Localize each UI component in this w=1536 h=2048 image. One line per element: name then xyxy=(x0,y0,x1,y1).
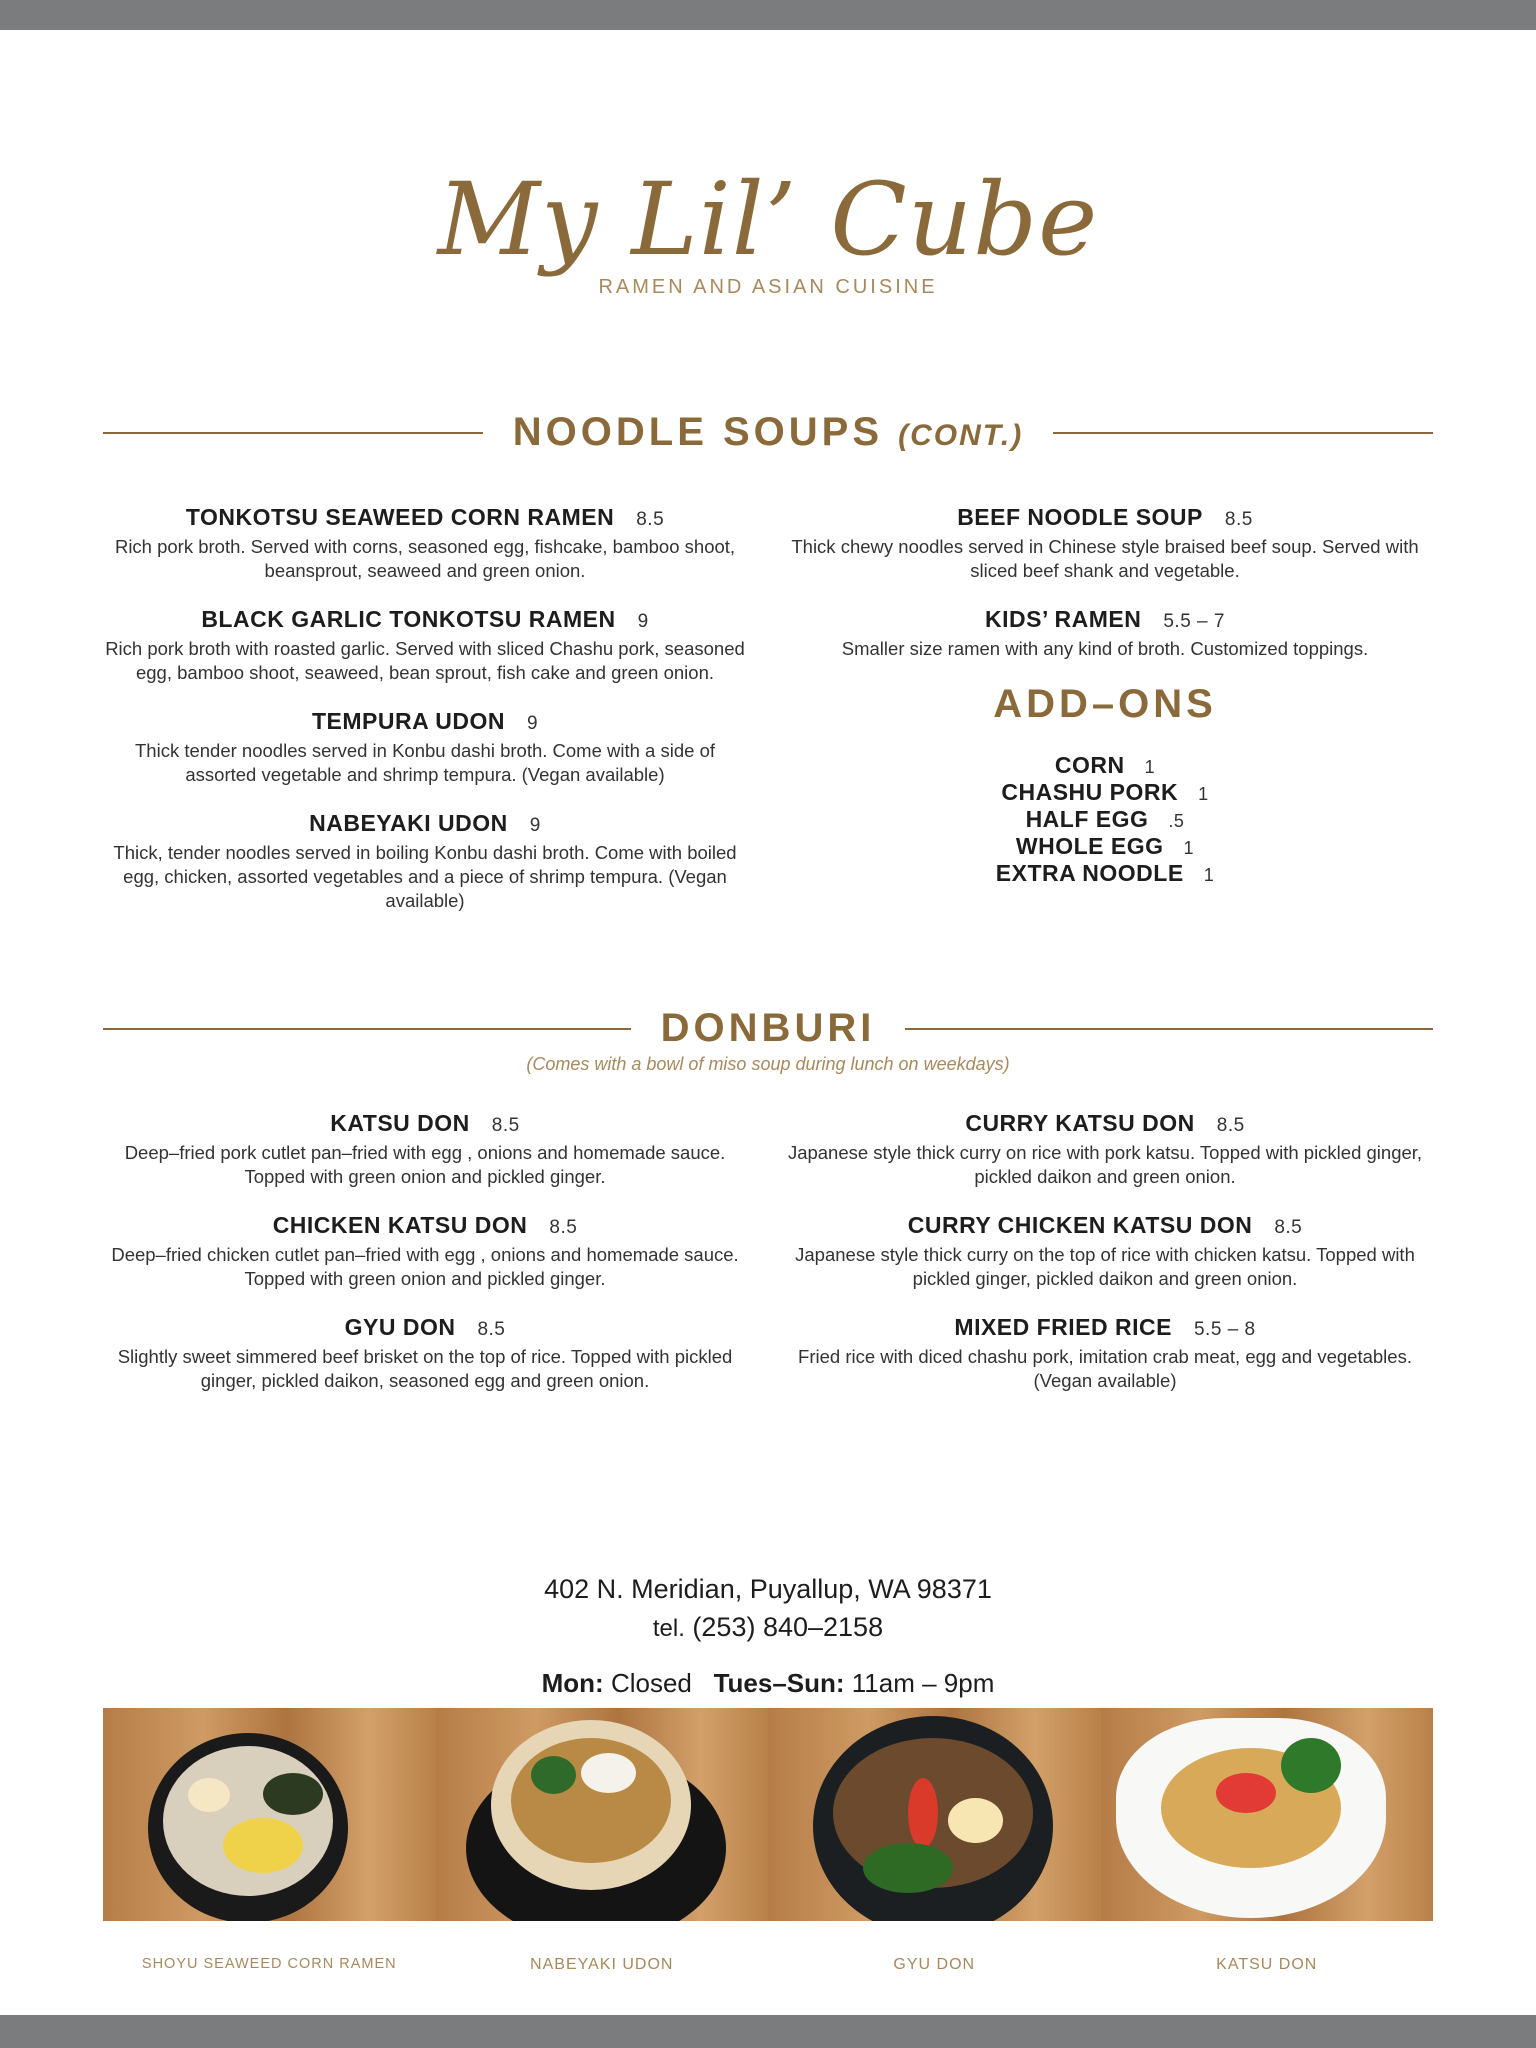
food-photo-strip xyxy=(103,1708,1433,1921)
divider xyxy=(1053,432,1433,434)
donburi-heading xyxy=(103,1006,1433,1051)
menu-item xyxy=(100,502,750,583)
donburi-left-column xyxy=(100,1108,750,1414)
menu-item-description: Rich pork broth with roasted garlic. Served with sliced Chashu pork, seasoned egg, bamboo shoot, seaweed, bean sprout, fish cake and green onion. xyxy=(105,638,745,683)
restaurant-info xyxy=(0,1570,1536,1699)
divider xyxy=(103,1028,631,1030)
menu-item-price: 8.5 xyxy=(1224,509,1253,530)
photo-nabeyaki-udon xyxy=(436,1708,769,1921)
addon-name: CHASHU PORK xyxy=(1001,779,1179,805)
menu-item-price: 8.5 xyxy=(636,509,665,530)
menu-item-description: Slightly sweet simmered beef brisket on the top of rice. Topped with pickled ginger, pickled daikon, seasoned egg and green onion. xyxy=(117,1346,733,1391)
monday-label: Mon: xyxy=(541,1668,604,1698)
menu-item-title: TEMPURA UDON xyxy=(311,708,505,734)
menu-item-description: Deep–fried pork cutlet pan–fried with egg , onions and homemade sauce. Topped with green onion and pickled ginger. xyxy=(124,1142,726,1187)
menu-item-name xyxy=(100,1108,750,1141)
divider xyxy=(905,1028,1433,1030)
menu-item-description: Thick, tender noodles served in boiling Konbu dashi broth. Come with boiled egg, chicken, assorted vegetables and a piece of shrimp tempura. (Vegan available) xyxy=(113,842,737,911)
menu-item xyxy=(780,604,1430,661)
menu-item-description: Rich pork broth. Served with corns, seasoned egg, fishcake, bamboo shoot, beansprout, seaweed and green onion. xyxy=(114,536,736,581)
addon-name: EXTRA NOODLE xyxy=(995,860,1184,886)
menu-item-description: Thick chewy noodles served in Chinese style braised beef soup. Served with sliced beef shank and vegetable. xyxy=(791,536,1419,581)
menu-item-name xyxy=(780,502,1430,535)
menu-item-description: Japanese style thick curry on rice with pork katsu. Topped with pickled ginger, pickled daikon and green onion. xyxy=(787,1142,1423,1187)
addon-price: 1 xyxy=(1198,784,1209,804)
restaurant-tagline: RAMEN AND ASIAN CUISINE xyxy=(598,276,938,298)
menu-item-name xyxy=(100,1210,750,1243)
menu-item xyxy=(100,1312,750,1393)
menu-item xyxy=(100,808,750,913)
menu-item-description: Fried rice with diced chashu pork, imitation crab meat, egg and vegetables. (Vegan available) xyxy=(798,1346,1412,1391)
brand-header xyxy=(0,161,1536,299)
menu-item-price: 8.5 xyxy=(1274,1217,1303,1238)
addon-item xyxy=(780,753,1430,780)
menu-item-name xyxy=(780,1312,1430,1345)
noodle-soups-title: NOODLE SOUPS xyxy=(512,410,884,454)
phone xyxy=(0,1608,1536,1648)
caption-gyu-don: GYU DON xyxy=(893,1956,976,1973)
addon-name: WHOLE EGG xyxy=(1015,833,1164,859)
addon-price: .5 xyxy=(1168,811,1185,831)
section-title xyxy=(483,410,1053,455)
addon-name: CORN xyxy=(1054,752,1125,778)
menu-item-title: KATSU DON xyxy=(330,1110,470,1136)
menu-item-description: Japanese style thick curry on the top of rice with chicken katsu. Topped with pickled ginger, pickled daikon and green onion. xyxy=(795,1244,1415,1289)
caption-shoyu-ramen: SHOYU SEAWEED CORN RAMEN xyxy=(141,1956,397,1972)
noodle-soups-right-column xyxy=(780,502,1430,888)
donburi-note: (Comes with a bowl of miso soup during lunch on weekdays) xyxy=(526,1054,1010,1074)
donburi-title: DONBURI xyxy=(660,1006,876,1050)
noodle-soups-heading xyxy=(103,410,1433,455)
caption-nabeyaki-udon: NABEYAKI UDON xyxy=(530,1956,674,1973)
menu-item-price: 8.5 xyxy=(1216,1115,1245,1136)
noodle-soups-right-items xyxy=(780,502,1430,661)
menu-item xyxy=(100,1108,750,1189)
addons-list xyxy=(780,753,1430,888)
menu-item-name xyxy=(100,1312,750,1345)
addon-name: HALF EGG xyxy=(1025,806,1149,832)
menu-page xyxy=(0,30,1536,2015)
menu-item-price: 8.5 xyxy=(491,1115,520,1136)
menu-item-description: Deep–fried chicken cutlet pan–fried with egg , onions and homemade sauce. Topped with green onion and pickled ginger. xyxy=(111,1244,739,1289)
addon-item xyxy=(780,861,1430,888)
menu-item xyxy=(100,604,750,685)
addons-title: ADD–ONS xyxy=(993,682,1217,726)
menu-item-title: TONKOTSU SEAWEED CORN RAMEN xyxy=(185,504,615,530)
menu-item-price: 5.5 – 8 xyxy=(1193,1319,1256,1340)
addon-item xyxy=(780,834,1430,861)
menu-item-name xyxy=(780,604,1430,637)
tues-sun-label: Tues–Sun: xyxy=(713,1668,845,1698)
menu-item xyxy=(100,1210,750,1291)
menu-item-name xyxy=(100,502,750,535)
menu-item-title: BLACK GARLIC TONKOTSU RAMEN xyxy=(201,606,616,632)
noodle-soups-suffix: (CONT.) xyxy=(898,419,1024,452)
menu-item xyxy=(780,502,1430,583)
divider xyxy=(103,432,483,434)
menu-item xyxy=(780,1312,1430,1393)
donburi-right-column xyxy=(780,1108,1430,1414)
menu-item-title: NABEYAKI UDON xyxy=(309,810,508,836)
menu-item-price: 9 xyxy=(529,815,541,836)
addon-item xyxy=(780,807,1430,834)
menu-item-title: CURRY KATSU DON xyxy=(965,1110,1195,1136)
menu-item-title: CURRY CHICKEN KATSU DON xyxy=(907,1212,1253,1238)
phone-number: (253) 840–2158 xyxy=(692,1612,884,1642)
menu-item-name xyxy=(100,604,750,637)
menu-item xyxy=(100,706,750,787)
restaurant-logo: My Lil’ Cube xyxy=(437,161,1099,278)
menu-item-title: CHICKEN KATSU DON xyxy=(272,1212,528,1238)
menu-item-price: 5.5 – 7 xyxy=(1163,611,1225,632)
menu-item xyxy=(780,1210,1430,1291)
menu-item-name xyxy=(100,808,750,841)
addon-price: 1 xyxy=(1183,838,1195,858)
menu-item-title: BEEF NOODLE SOUP xyxy=(957,504,1203,530)
menu-item-price: 8.5 xyxy=(477,1319,506,1340)
menu-item-name xyxy=(780,1210,1430,1243)
opening-hours xyxy=(0,1668,1536,1699)
address: 402 N. Meridian, Puyallup, WA 98371 xyxy=(544,1574,992,1604)
addon-item xyxy=(780,780,1430,807)
monday-value: Closed xyxy=(610,1668,692,1698)
menu-item-title: KIDS’ RAMEN xyxy=(985,606,1142,632)
menu-item-price: 9 xyxy=(637,611,649,632)
menu-item-description: Thick tender noodles served in Konbu dashi broth. Come with a side of assorted vegetable and shrimp tempura. (Vegan available) xyxy=(135,740,715,785)
photo-katsu-don xyxy=(1101,1708,1434,1921)
addon-price: 1 xyxy=(1203,865,1215,885)
menu-item-name xyxy=(100,706,750,739)
menu-item-name xyxy=(780,1108,1430,1141)
menu-item xyxy=(780,1108,1430,1189)
caption-katsu-don: KATSU DON xyxy=(1216,1956,1318,1973)
photo-captions xyxy=(103,1956,1433,1974)
menu-item-title: MIXED FRIED RICE xyxy=(954,1314,1172,1340)
phone-label: tel. xyxy=(652,1615,685,1642)
menu-item-price: 9 xyxy=(526,713,539,734)
photo-gyu-don xyxy=(768,1708,1101,1921)
photo-shoyu-ramen xyxy=(103,1708,436,1921)
tues-sun-value: 11am – 9pm xyxy=(851,1668,995,1698)
noodle-soups-left-column xyxy=(100,502,750,934)
menu-item-title: GYU DON xyxy=(344,1314,456,1340)
addon-price: 1 xyxy=(1144,757,1156,777)
menu-item-description: Smaller size ramen with any kind of broth. Customized toppings. xyxy=(841,638,1369,659)
menu-item-price: 8.5 xyxy=(549,1217,578,1238)
